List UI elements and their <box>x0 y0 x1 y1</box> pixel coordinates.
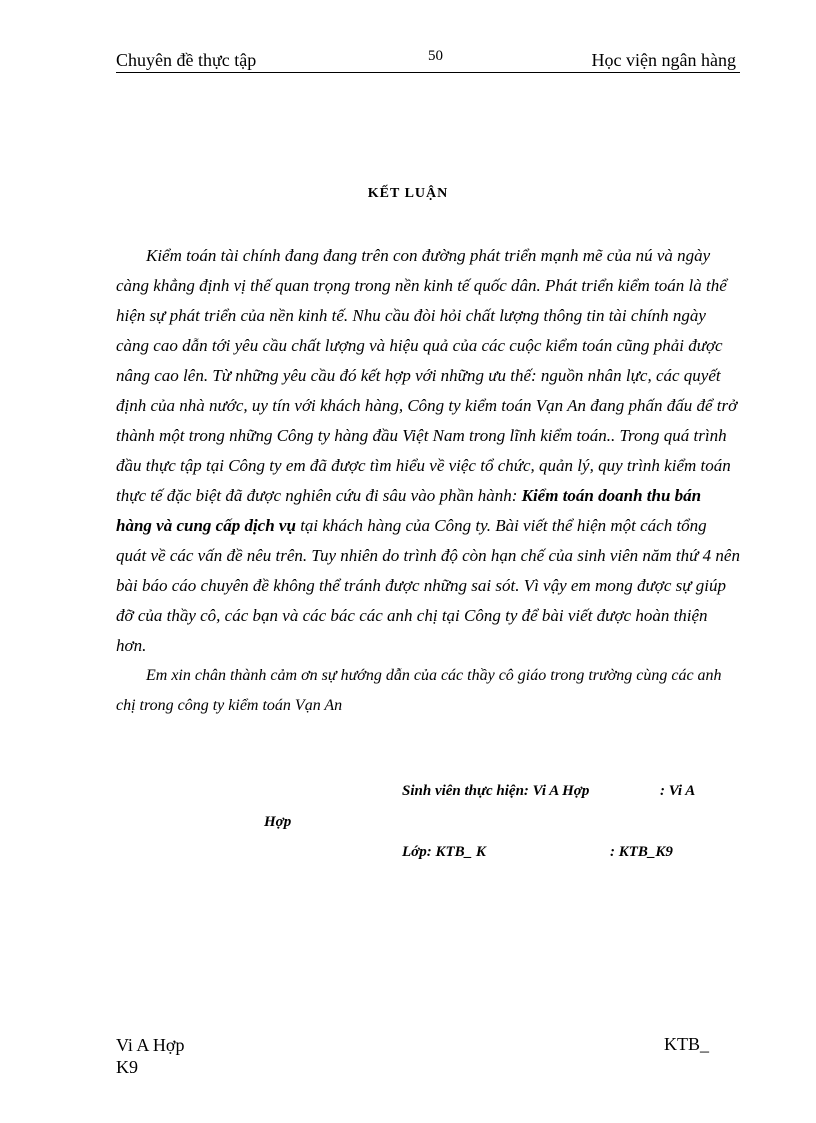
signature-student-value: : Vi A <box>660 783 696 799</box>
footer-author-name: Vi A Hợp <box>116 1035 185 1055</box>
footer-left <box>116 1034 184 1078</box>
body-text <box>116 241 740 721</box>
header-right-title: Học viện ngân hàng <box>591 50 736 70</box>
signature-class-label: Lớp: KTB_ K <box>402 844 486 860</box>
signature-class-value: : KTB_K9 <box>610 844 673 860</box>
paragraph-text-end: tại khách hàng của Công ty. Bài viết thể hiện một cách tổng quát về các vấn đề nêu trên. Tuy nhiên do trình độ còn hạn chế của sinh viên năm thứ 4 nên bài báo cáo chuyên đề không thể tránh được những sai sót. Vì vậy em mong được sự giúp đỡ của thầy cô, các bạn và các bác các anh chị tại Công ty để bài viết được hoàn thiện hơn. <box>116 516 740 655</box>
section-title: KẾT LUẬN <box>367 186 449 201</box>
footer-class-code-cont: K9 <box>116 1057 138 1077</box>
signature-student-label: Sinh viên thực hiện: Vi A Hợp <box>402 783 590 799</box>
page-number: 50 <box>428 48 443 64</box>
page-header <box>116 48 740 73</box>
paragraph-bold-topic: Kiểm toán doanh thu bán hàng và cung cấp dịch vụ <box>116 486 702 535</box>
signature-student-value-cont: Hợp <box>264 814 292 830</box>
footer-class-code: KTB_ <box>664 1034 709 1054</box>
paragraph-text-start: Kiểm toán tài chính đang đang trên con đường phát triển mạnh mẽ của nú và ngày càng khẳng định vị thế quan trọng trong nền kinh tế quốc dân. Phát triển kiểm toán là thể hiện sự phát triển của nền kinh tế. Nhu cầu đòi hỏi chất lượng thông tin tài chính ngày càng cao dẫn tới yêu cầu chất lượng và hiệu quả của các cuộc kiểm toán cũng phải được nâng cao lên. Từ những yêu cầu đó kết hợp với những ưu thế: nguồn nhân lực, các quyết định của nhà nước, uy tín với khách hàng, Công ty kiểm toán Vạn An đang phấn đấu để trở thành một trong những Công ty hàng đầu Việt Nam trong lĩnh kiểm toán.. Trong quá trình đầu thực tập tại Công ty em đã được tìm hiểu về việc tổ chức, quản lý, quy trình kiểm toán thực tế đặc biệt đã được nghiên cứu đi sâu vào phần hành: <box>116 246 738 505</box>
header-left-title: Chuyên đề thực tập <box>116 50 257 70</box>
paragraph-thanks: Em xin chân thành cảm ơn sự hướng dẫn của các thầy cô giáo trong trường cùng các anh chị trong công ty kiểm toán Vạn An <box>116 667 722 714</box>
paragraph-conclusion <box>116 241 740 661</box>
